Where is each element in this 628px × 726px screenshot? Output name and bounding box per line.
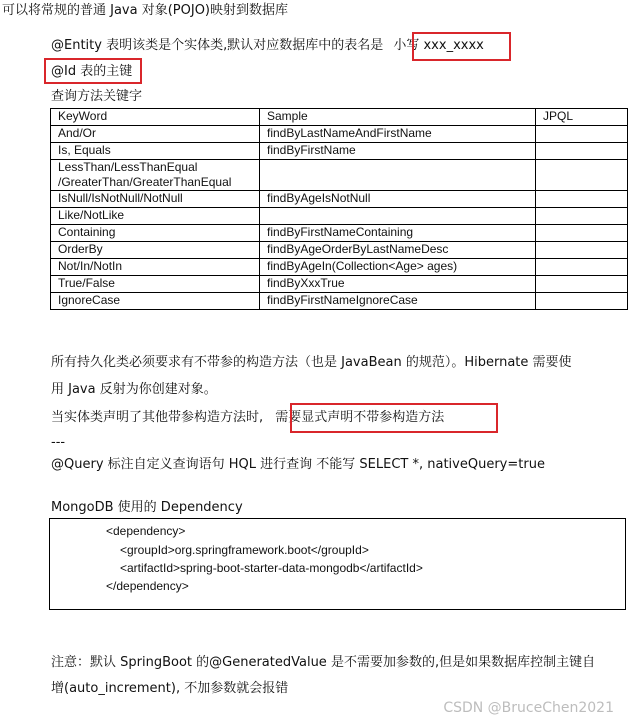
- sample-cell: [260, 208, 536, 225]
- sample-cell: [260, 160, 536, 191]
- jpql-cell: [536, 160, 628, 191]
- sample-cell: findByXxxTrue: [260, 276, 536, 293]
- keyword-cell: IgnoreCase: [51, 293, 260, 310]
- table-row: [51, 293, 628, 310]
- jpql-cell: [536, 208, 628, 225]
- jpql-cell: [536, 242, 628, 259]
- highlight-box-id: [44, 58, 142, 84]
- jpql-cell: [536, 191, 628, 208]
- header-sample: Sample: [260, 109, 536, 126]
- keyword-cell: OrderBy: [51, 242, 260, 259]
- constructor-declare-highlight: 需要显式声明不带参构造方法: [275, 410, 445, 425]
- sample-cell: findByFirstNameIgnoreCase: [260, 293, 536, 310]
- table-row: [51, 191, 628, 208]
- jpql-cell: [536, 143, 628, 160]
- sample-cell: findByAgeOrderByLastNameDesc: [260, 242, 536, 259]
- constructor-declare-prefix: 当实体类声明了其他带参构造方法时,: [51, 410, 264, 425]
- page-heading: 可以将常规的普通 Java 对象(POJO)映射到数据库: [2, 3, 289, 18]
- table-row: [51, 126, 628, 143]
- jpql-cell: [536, 259, 628, 276]
- table-body: [51, 126, 628, 310]
- separator: ---: [51, 435, 66, 450]
- id-annotation-text: @Id 表的主键: [51, 64, 133, 79]
- keyword-cell: Not/In/NotIn: [51, 259, 260, 276]
- sample-cell: findByFirstNameContaining: [260, 225, 536, 242]
- dependency-code-box: [49, 518, 626, 610]
- table-row: [51, 276, 628, 293]
- entity-table-name-highlight: 小写 xxx_xxxx: [393, 38, 484, 53]
- mongodb-dependency-title: MongoDB 使用的 Dependency: [51, 500, 243, 515]
- query-annotation-text: @Query 标注自定义查询语句 HQL 进行查询 不能写 SELECT *, nativeQuery=true: [51, 457, 545, 472]
- keyword-cell: Like/NotLike: [51, 208, 260, 225]
- jpql-cell: [536, 225, 628, 242]
- keyword-cell: True/False: [51, 276, 260, 293]
- header-jpql: JPQL: [536, 109, 628, 126]
- code-line-group-id: <groupId>org.springframework.boot</groupId>: [120, 543, 369, 557]
- table-header-row: [51, 109, 628, 126]
- header-keyword: KeyWord: [51, 109, 260, 126]
- sample-cell: findByLastNameAndFirstName: [260, 126, 536, 143]
- csdn-watermark: CSDN @BruceChen2021: [443, 700, 614, 716]
- sample-cell: findByAgeIn(Collection<Age> ages): [260, 259, 536, 276]
- keyword-cell: Is, Equals: [51, 143, 260, 160]
- code-line-dependency-close: </dependency>: [106, 579, 189, 593]
- highlight-box-constructor: [290, 403, 498, 433]
- table-row: [51, 242, 628, 259]
- table-row: [51, 225, 628, 242]
- constructor-rule-line2: 用 Java 反射为你创建对象。: [51, 382, 217, 397]
- keyword-cell: LessThan/LessThanEqual /GreaterThan/GreaterThanEqual: [51, 160, 260, 191]
- note-line2: 增(auto_increment), 不加参数就会报错: [51, 681, 289, 696]
- query-keywords-title: 查询方法关键字: [51, 89, 143, 104]
- table-row: [51, 208, 628, 225]
- table-row: [51, 143, 628, 160]
- keyword-cell: And/Or: [51, 126, 260, 143]
- table-row: [51, 259, 628, 276]
- jpql-cell: [536, 276, 628, 293]
- jpql-cell: [536, 293, 628, 310]
- note-line1: 注意：默认 SpringBoot 的@GeneratedValue 是不需要加参数的,但是如果数据库控制主键自: [51, 655, 596, 670]
- keyword-cell: IsNull/IsNotNull/NotNull: [51, 191, 260, 208]
- keyword-cell: Containing: [51, 225, 260, 242]
- query-keyword-table: [50, 108, 628, 310]
- constructor-rule-line1: 所有持久化类必须要求有不带参的构造方法（也是 JavaBean 的规范）。Hibernate 需要使: [51, 355, 572, 370]
- sample-cell: findByAgeIsNotNull: [260, 191, 536, 208]
- jpql-cell: [536, 126, 628, 143]
- highlight-box-table-name: [412, 32, 511, 61]
- entity-annotation-prefix: @Entity 表明该类是个实体类,默认对应数据库中的表名是: [51, 38, 384, 53]
- table-row: [51, 160, 628, 191]
- sample-cell: findByFirstName: [260, 143, 536, 160]
- code-line-artifact-id: <artifactId>spring-boot-starter-data-mongodb</artifactId>: [120, 561, 423, 575]
- code-line-dependency-open: <dependency>: [106, 524, 186, 538]
